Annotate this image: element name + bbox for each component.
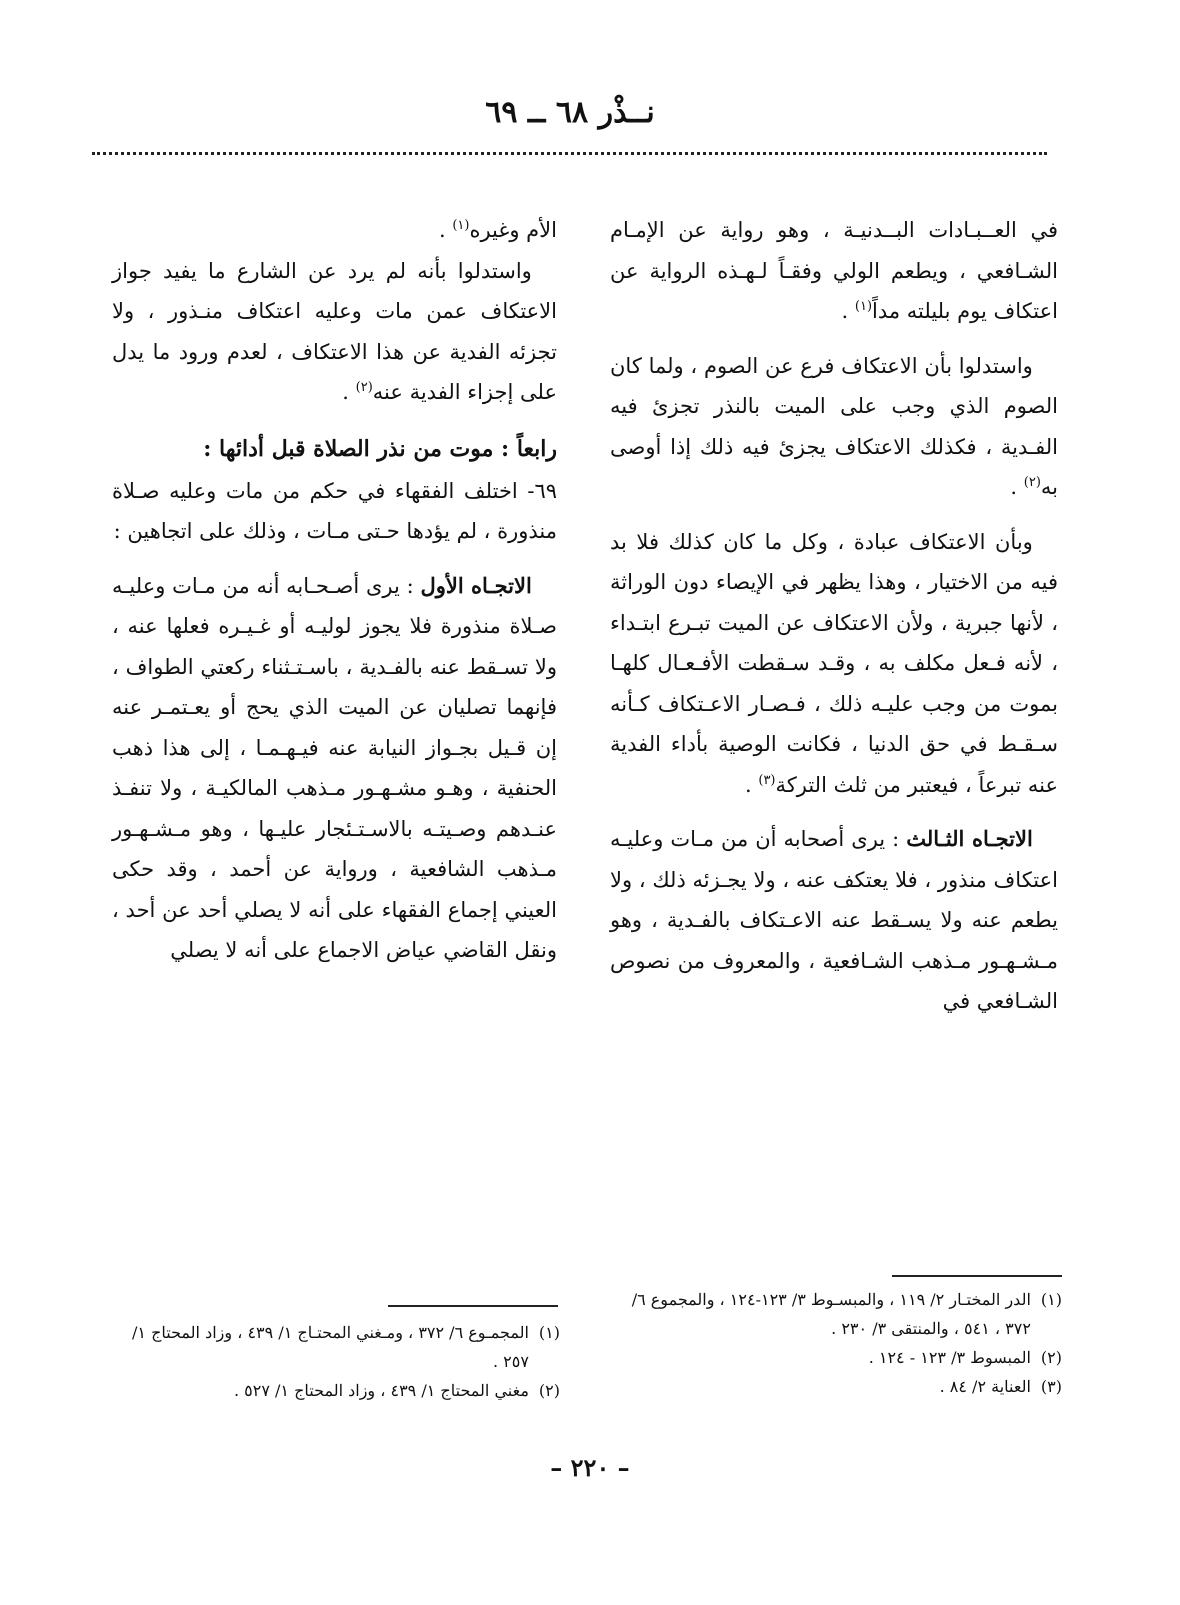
left-p2-end: . <box>342 380 356 404</box>
footnote-text: المبسوط ٣/ ١٢٣ - ١٢٤ . <box>868 1348 1031 1367</box>
footnote-ref: (٢) <box>1023 475 1041 490</box>
left-paragraph-1 <box>112 210 557 251</box>
footnote-number: (٣) <box>1040 1377 1062 1396</box>
footnote-number: (١) <box>538 1323 560 1342</box>
footnote-item <box>105 1376 560 1405</box>
footnote-ref: (١) <box>854 299 873 314</box>
right-paragraph-3 <box>610 522 1058 806</box>
footnote-number: (١) <box>1040 1290 1062 1309</box>
footnote-ref: (٢) <box>355 380 373 395</box>
right-p1-text: في العــبـادات البــدنيـة ، وهو رواية عن الإمـام الشـافعي ، ويطعم الولي وفقـاً لـهـذه الرواية عن اعتكاف يوم بليلته مداً <box>610 218 1058 323</box>
page-number: – ٢٢٠ – <box>550 1453 630 1482</box>
footnote-item <box>602 1285 1062 1343</box>
left-p2-text: واستدلوا بأنه لم يرد عن الشارع ما يفيد جواز الاعتكاف عمن مات وعليه اعتكاف منـذور ، ولا تجزئه الفدية عن هذا الاعتكاف ، لعدم ورود ما يدل على إجزاء الفدية عنه <box>112 258 557 404</box>
right-paragraph-1 <box>610 210 1058 332</box>
section-heading: رابعاً : موت من نذر الصلاة قبل أدائها : <box>203 435 557 462</box>
left-p1-text: الأم وغيره <box>469 218 557 242</box>
first-approach-term: الاتجـاه الأول <box>420 572 532 598</box>
right-p2-text: واستدلوا بأن الاعتكاف فرع عن الصوم ، ولما كان الصوم الذي وجب على الميت بالنذر تجزئ فيه الفـدية ، فكذلك الاعتكاف يجزئ فيه ذلك إذا أوصى به <box>610 353 1058 499</box>
footnote-text: العناية ٢/ ٨٤ . <box>939 1377 1031 1396</box>
left-paragraph-3: ٦٩- اختلف الفقهاء في حكم من مات وعليه صـلاة منذورة ، لم يؤدها حـتى مـات ، وذلك على اتجاهين : <box>112 478 557 543</box>
left-p4-text: : يرى أصـحـابه أنه من مـات وعليـه صـلاة منذورة فلا يجوز لوليـه أو غـيـره فعلها عنه ، ولا تسـقط عنه بالفـدية ، باسـتـثناء ركعتي الطواف ، فإنهما تصليان عن الميت الذي يحج أو يعـتمـر عنه إن قـيل بجـواز النيابة عنه فيـهـمـا ، إلى هذا ذهب الحنفية ، وهـو مشـهـور مـذهب المالكيـة ، ولا تنفـذ عنـدهم وصـيتـه بالاسـتـئجار عليـها ، وهو مـشـهـور مـذهب الشافعية ، ورواية عن أحمد ، وقد حكى العيني إجماع الفقهاء على أنه لا يصلي أحد عن أحد ، ونقل القاضي عياض الاجماع على أنه لا يصلي <box>112 573 557 962</box>
right-p1-end: . <box>841 299 855 323</box>
left-column <box>112 210 557 971</box>
right-p3-text: وبأن الاعتكاف عبادة ، وكل ما كان كذلك فلا بد فيه من الاختيار ، وهذا يظهر في الإيصاء دون الوراثة ، لأنها جبرية ، ولأن الاعتكاف عن الميت تبـرع ابتـداء ، لأنه فـعل مكلف به ، وقـد سـقطت الأفـعـال كلهـا بموت من وجب عليـه ذلك ، فـصـار الاعـتكاف كـأنه سـقـط في حق الدنيا ، فكانت الوصية بأداء الفدية عنه تبرعاً ، فيعتبر من ثلث التركة <box>610 529 1058 797</box>
footnote-text: الدر المختـار ٢/ ١١٩ ، والمبسـوط ٣/ ١٢٣-١٢٤ ، والمجموع ٦/ ٣٧٢ ، ٥٤١ ، والمنتقى ٣/ ٢٣٠ . <box>631 1290 1031 1338</box>
left-paragraph-4 <box>112 566 557 971</box>
left-p1-end: . <box>438 218 453 242</box>
footnote-item <box>105 1318 560 1376</box>
footnote-ref: (١) <box>452 218 470 233</box>
right-column <box>610 210 1058 1022</box>
footnote-rule-left <box>388 1305 558 1307</box>
running-header: نــذْر ٦٨ ــ ٦٩ <box>485 95 655 130</box>
header-divider <box>92 152 1047 155</box>
right-p2-end: . <box>1010 475 1024 499</box>
footnotes-left <box>105 1318 560 1405</box>
footnote-text: المجمـوع ٦/ ٣٧٢ ، ومـغني المحتـاج ١/ ٤٣٩ ، وزاد المحتاج ١/ ٢٥٧ . <box>132 1323 529 1371</box>
footnote-number: (٢) <box>1040 1348 1062 1367</box>
right-p3-end: . <box>745 772 759 797</box>
right-paragraph-2 <box>610 346 1058 508</box>
footnote-number: (٢) <box>538 1381 560 1400</box>
footnote-ref: (٣) <box>758 772 776 788</box>
left-paragraph-2 <box>112 251 557 413</box>
right-p4-text: : يرى أصحابه أن من مـات وعليـه اعتكاف منذور ، فلا يعتكف عنه ، ولا يجـزئه ذلك ، ولا يطعم عنه ولا يسـقط عنه الاعـتكاف بالفـدية ، وهو مـشـهـور مـذهب الشـافعية ، والمعروف من نصوص الشـافعي في <box>610 827 1058 1013</box>
footnote-item <box>602 1372 1062 1401</box>
footnote-text: مغني المحتاج ١/ ٤٣٩ ، وزاد المحتاج ١/ ٥٢٧ . <box>233 1381 529 1400</box>
footnote-item <box>602 1343 1062 1372</box>
footnotes-right <box>602 1285 1062 1401</box>
footnote-rule-right <box>892 1275 1062 1277</box>
right-paragraph-4 <box>610 819 1058 1022</box>
third-approach-term: الاتجـاه الثـالث <box>906 826 1033 851</box>
